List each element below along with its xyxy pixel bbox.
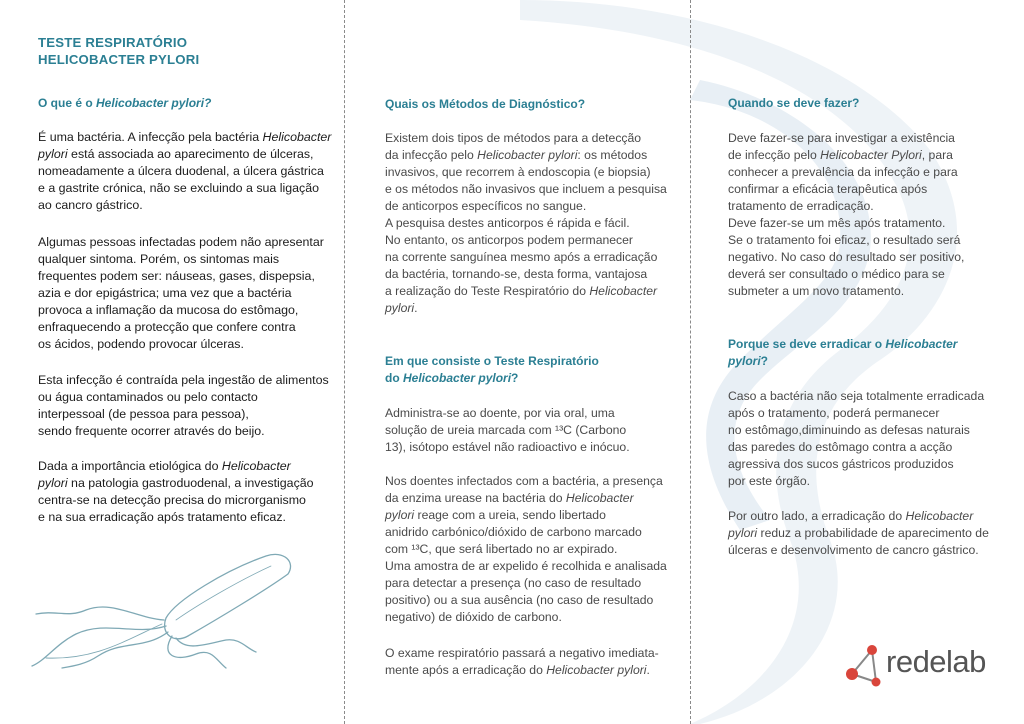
paragraph: O exame respiratório passará a negativo imediata- mente após a erradicação do Helicobacter pylori. [385,646,659,677]
paragraph: Algumas pessoas infectadas podem não apresentar qualquer sintoma. Porém, os sintomas mais frequentes podem ser: náuseas, gases, dispepsia, azia e dor epigástrica; uma vez que a bactéria provoca a inflamação da mucosa do estômago, enfraquecendo a protecção que confere contra os ácidos, podendo provocar úlceras. [38,235,324,351]
section-heading: Quando se deve fazer? [728,96,860,110]
fold-line [344,0,345,724]
redelab-logo [842,640,992,690]
paragraph: Deve fazer-se para investigar a existência de infecção pelo Helicobacter Pylori, para conhecer a prevalência da infecção e para confirmar a eficácia terapêutica após tratamento de erradicação. Deve fazer-se um mês após tratamento. Se o tratamento foi eficaz, o resultado será negativo. No caso do resultado ser positivo, deverá ser consultado o médico para se submeter a um novo tratamento. [728,131,965,298]
title-line: TESTE RESPIRATÓRIO [38,35,188,50]
paragraph: Caso a bactéria não seja totalmente erradicada após o tratamento, poderá permanecer no estômago,diminuindo as defesas naturais das paredes do estômago contra a acção agressiva dos sucos gástricos produzidos por este órgão. [728,389,985,488]
section-heading: O que é o Helicobacter pylori? [38,96,212,110]
section-heading: Em que consiste o Teste Respiratório do Helicobacter pylori? [385,354,599,385]
paragraph: Dada a importância etiológica do Helicobacter pylori na patologia gastroduodenal, a investigação centra-se na detecção precisa do microrganismo e na sua erradicação após tratamento eficaz. [38,459,314,524]
paragraph: Esta infecção é contraída pela ingestão de alimentos ou água contaminados ou pelo contacto interpessoal (de pessoa para pessoa), sendo frequente ocorrer através do beijo. [38,373,329,438]
page-title [38,34,199,68]
fold-line [690,0,691,724]
bacterium-illustration [26,540,316,670]
logo-text: redelab [886,644,986,679]
molecule-icon [842,642,886,688]
section-heading: Quais os Métodos de Diagnóstico? [385,97,586,111]
section-heading: Porque se deve erradicar o Helicobacter pylori? [728,337,958,368]
paragraph: Administra-se ao doente, por via oral, uma solução de ureia marcada com ¹³C (Carbono 13), isótopo estável não radioactivo e inócuo. [385,406,630,454]
paragraph: É uma bactéria. A infecção pela bactéria Helicobacter pylori está associada ao aparecimento de úlceras, nomeadamente a úlcera duodenal, a úlcera gástrica e a gastrite crónica, não se excluindo a sua ligação ao cancro gástrico. [38,130,332,212]
paragraph: Por outro lado, a erradicação do Helicobacter pylori reduz a probabilidade de aparecimento de úlceras e desenvolvimento de cancro gástrico. [728,509,989,557]
paragraph: Nos doentes infectados com a bactéria, a presença da enzima urease na bactéria do Helicobacter pylori reage com a ureia, sendo libertado anidrido carbónico/dióxido de carbono marcado com ¹³C, que será libertado no ar expirado. Uma amostra de ar expelido é recolhida e analisada para detectar a presença (no caso de resultado positivo) ou a sua ausência (no caso de resultado negativo) de dióxido de carbono. [385,474,667,624]
paragraph: Existem dois tipos de métodos para a detecção da infecção pelo Helicobacter pylori: os métodos invasivos, que recorrem à endoscopia (e biopsia) e os métodos não invasivos que incluem a pesquisa de anticorpos específicos no sangue. A pesquisa destes anticorpos é rápida e fácil. No entanto, os anticorpos podem permanecer na corrente sanguínea mesmo após a erradicação da bactéria, tornando-se, desta forma, vantajosa a realização do Teste Respiratório do Helicobacter pylori. [385,131,667,315]
title-line: HELICOBACTER PYLORI [38,52,200,67]
